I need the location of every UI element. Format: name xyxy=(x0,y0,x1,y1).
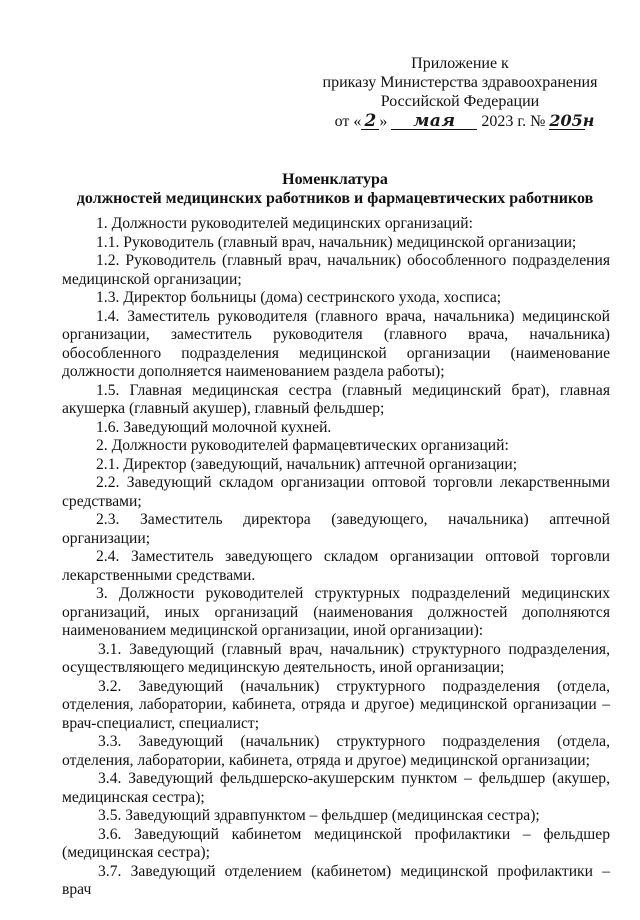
list-item: 3.6. Заведующий кабинетом медицинской профилактики – фельдшер (медицинская сестра); xyxy=(62,825,610,861)
handwritten-order-number: 205н xyxy=(549,111,595,130)
appendix-line-2: приказу Министерства здравоохранения xyxy=(322,74,598,91)
list-item: 2.2. Заведующий складом организации оптовой торговли лекарственными средствами; xyxy=(62,474,610,510)
list-item: 3.2. Заведующий (начальник) структурного подразделения (отдела, отделения, лаборатории, кабинета, отряда и другое) медицинской организации – врач-специалист, специалист; xyxy=(62,677,610,732)
order-date-line xyxy=(300,112,620,131)
title-line-2: должностей медицинских работников и фармацевтических работников xyxy=(76,190,594,207)
list-item: 1.5. Главная медицинская сестра (главный медицинский брат), главная акушерка (главный акушер), главный фельдшер; xyxy=(62,381,610,417)
list-item: 1.6. Заведующий молочной кухней. xyxy=(96,418,332,436)
list-item: 1.1. Руководитель (главный врач, начальник) медицинской организации; xyxy=(96,233,577,251)
date-quote-close: » xyxy=(379,113,388,130)
list-item: 3.7. Заведующий отделением (кабинетом) медицинской профилактики – врач xyxy=(62,862,610,898)
list-item: 2.3. Заместитель директора (заведующего, начальника) аптечной организации; xyxy=(62,511,610,547)
list-item: 1.4. Заместитель руководителя (главного врача, начальника) медицинской организации, заместитель руководителя (главного врача, начальника) обособленного подразделения медицинской организации (наименование должности дополняется наименованием раздела работы); xyxy=(62,307,610,380)
list-item: 3.4. Заведующий фельдшерско-акушерским пунктом – фельдшер (акушер, медицинская сестра); xyxy=(62,770,610,806)
date-year: 2023 г. № xyxy=(481,113,546,130)
appendix-header xyxy=(300,54,620,131)
document-title xyxy=(40,170,630,208)
appendix-line-3: Российской Федерации xyxy=(380,93,540,110)
nomenclature-list xyxy=(62,215,610,900)
title-line-1: Номенклатура xyxy=(282,171,388,188)
handwritten-month: мая xyxy=(391,113,477,130)
list-item: 2.1. Директор (заведующий, начальник) аптечной организации; xyxy=(96,455,518,473)
appendix-line-1: Приложение к xyxy=(411,55,509,72)
list-item: 3.1. Заведующий (главный врач, начальник) структурного подразделения, осуществляющего медицинскую деятельность, иной организации; xyxy=(62,640,610,676)
list-item: 2.4. Заместитель заведующего складом организации оптовой торговли лекарственными средствами. xyxy=(62,548,610,584)
date-prefix: от « xyxy=(334,113,362,130)
section-heading: 3. Должности руководителей структурных подразделений медицинских организаций, иных организаций (наименования должностей дополняются наименованием медицинской организации, иной организации): xyxy=(62,585,610,639)
section-heading: 1. Должности руководителей медицинских организаций: xyxy=(96,215,473,232)
list-item: 1.3. Директор больницы (дома) сестринского ухода, хосписа; xyxy=(96,289,502,306)
list-item: 3.3. Заведующий (начальник) структурного подразделения (отдела, отделения, лаборатории, кабинета, отряда и другое) медицинской организации; xyxy=(62,733,610,769)
handwritten-day: 2 xyxy=(361,113,379,130)
list-item: 1.2. Руководитель (главный врач, начальник) обособленного подразделения медицинской организации; xyxy=(62,252,610,288)
list-item: 3.5. Заведующий здравпунктом – фельдшер (медицинская сестра); xyxy=(98,807,540,824)
section-heading: 2. Должности руководителей фармацевтических организаций: xyxy=(96,437,509,454)
